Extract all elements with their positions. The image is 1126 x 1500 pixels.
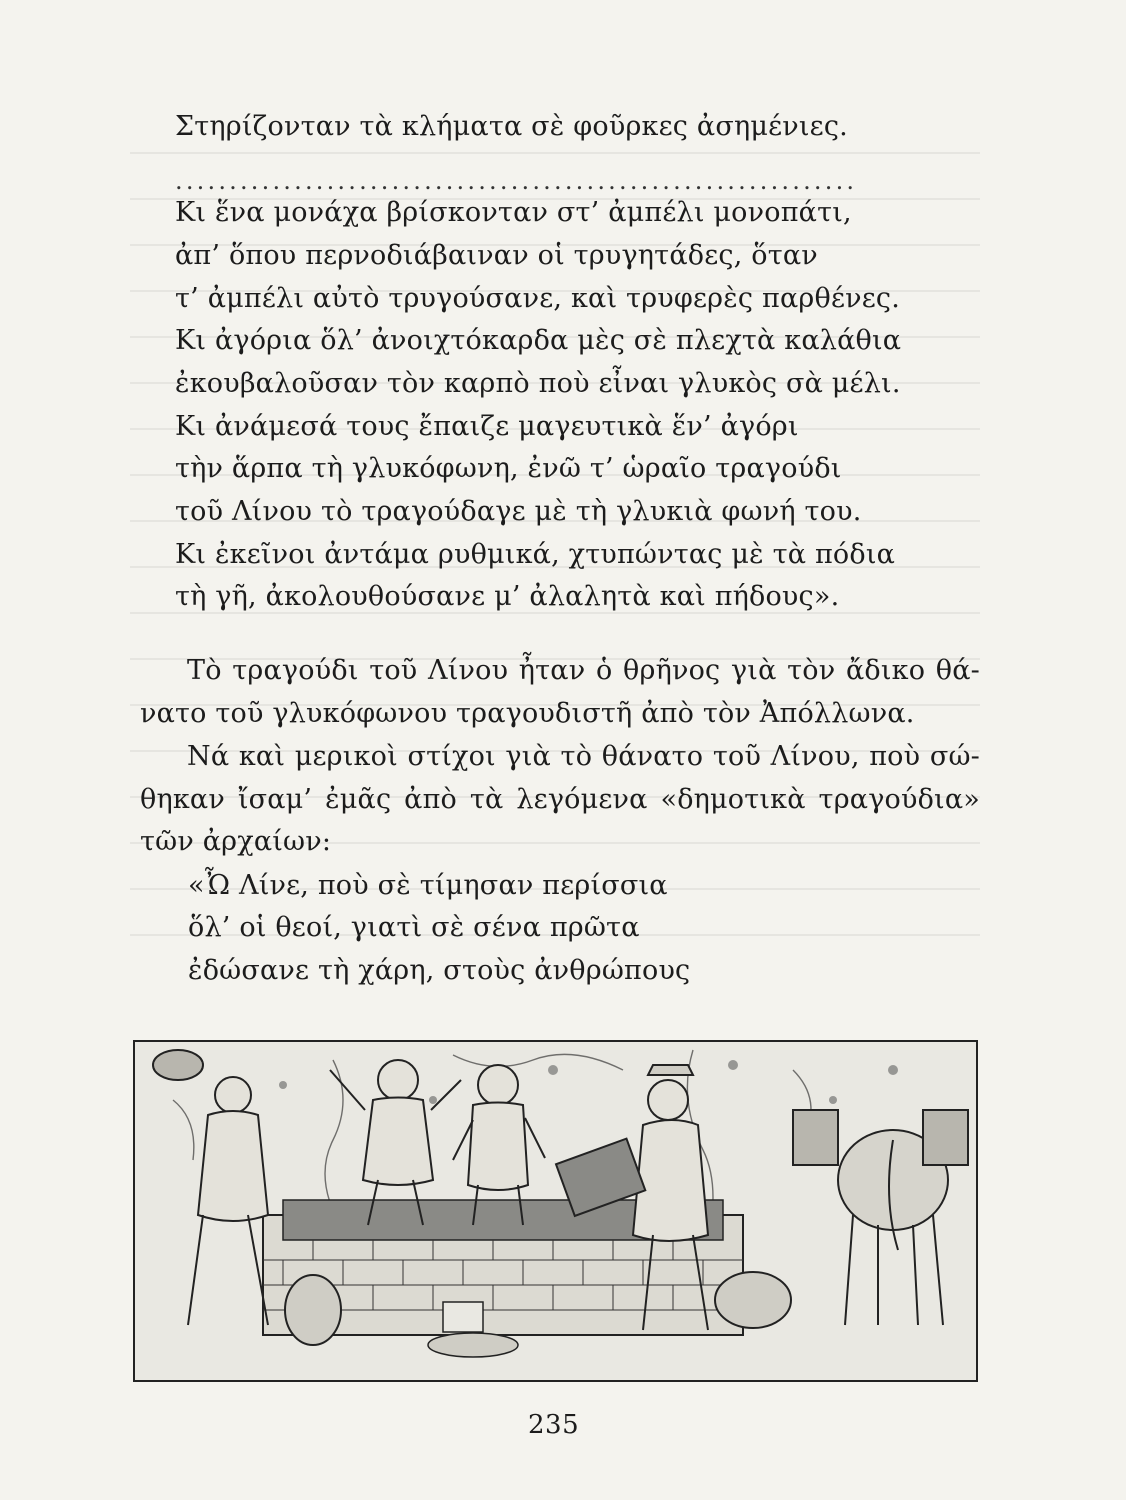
paragraph-line: θηκαν ἴσαμ’ ἐμᾶς ἀπὸ τὰ λεγόμενα «δημοτικὰ τραγούδια» — [140, 784, 980, 815]
paragraph-line: Νά καὶ μερικοὶ στίχοι γιὰ τὸ θάνατο τοῦ Λίνου, ποὺ σώ- — [187, 741, 980, 772]
verse-line: ὅλ’ οἱ θεοί, γιατὶ σὲ σένα πρῶτα — [188, 912, 640, 943]
poem-line: τ’ ἀμπέλι αὐτὸ τρυγούσανε, καὶ τρυφερὲς παρθένες. — [175, 283, 901, 314]
poem-line: τὴν ἅρπα τὴ γλυκόφωνη, ἐνῶ τ’ ὡραῖο τραγούδι — [175, 453, 842, 484]
poem-line: τοῦ Λίνου τὸ τραγούδαγε μὲ τὴ γλυκιὰ φωνή του. — [175, 496, 862, 527]
page-number: 235 — [528, 1410, 580, 1440]
wine-pressing-illustration — [133, 1040, 978, 1382]
poem-line: ἐκουβαλοῦσαν τὸν καρπὸ ποὺ εἶναι γλυκὸς σὰ μέλι. — [175, 368, 901, 399]
ellipsis-dots: ............................................................... — [175, 167, 858, 195]
poem-line: Κι ἀνάμεσά τους ἔπαιζε μαγευτικὰ ἕν’ ἀγόρι — [175, 411, 799, 442]
poem-line: ἀπ’ ὅπου περνοδιάβαιναν οἱ τρυγητάδες, ὅταν — [175, 240, 818, 271]
poem-line: Κι ἐκεῖνοι ἀντάμα ρυθμικά, χτυπώντας μὲ τὰ πόδια — [175, 539, 896, 570]
verse-line: ἐδώσανε τὴ χάρη, στοὺς ἀνθρώπους — [188, 955, 691, 986]
paragraph-line: νατο τοῦ γλυκόφωνου τραγουδιστῆ ἀπὸ τὸν Ἀπόλλωνα. — [140, 698, 915, 729]
poem-line: τὴ γῆ, ἀκολουθούσανε μ’ ἀλαλητὰ καὶ πήδους». — [175, 581, 840, 612]
poem-line: Κι ἀγόρια ὅλ’ ἀνοιχτόκαρδα μὲς σὲ πλεχτὰ καλάθια — [175, 325, 902, 356]
verse-line: «Ὦ Λίνε, ποὺ σὲ τίμησαν περίσσια — [188, 870, 668, 901]
paragraph-line: τῶν ἀρχαίων: — [140, 826, 332, 857]
poem-line: Στηρίζονταν τὰ κλήματα σὲ φοῦρκες ἀσημένιες. — [175, 111, 848, 142]
paragraph-line: Τὸ τραγούδι τοῦ Λίνου ἦταν ὁ θρῆνος γιὰ τὸν ἄδικο θά- — [187, 655, 980, 686]
poem-line: Κι ἕνα μονάχα βρίσκονταν στ’ ἀμπέλι μονοπάτι, — [175, 197, 852, 228]
